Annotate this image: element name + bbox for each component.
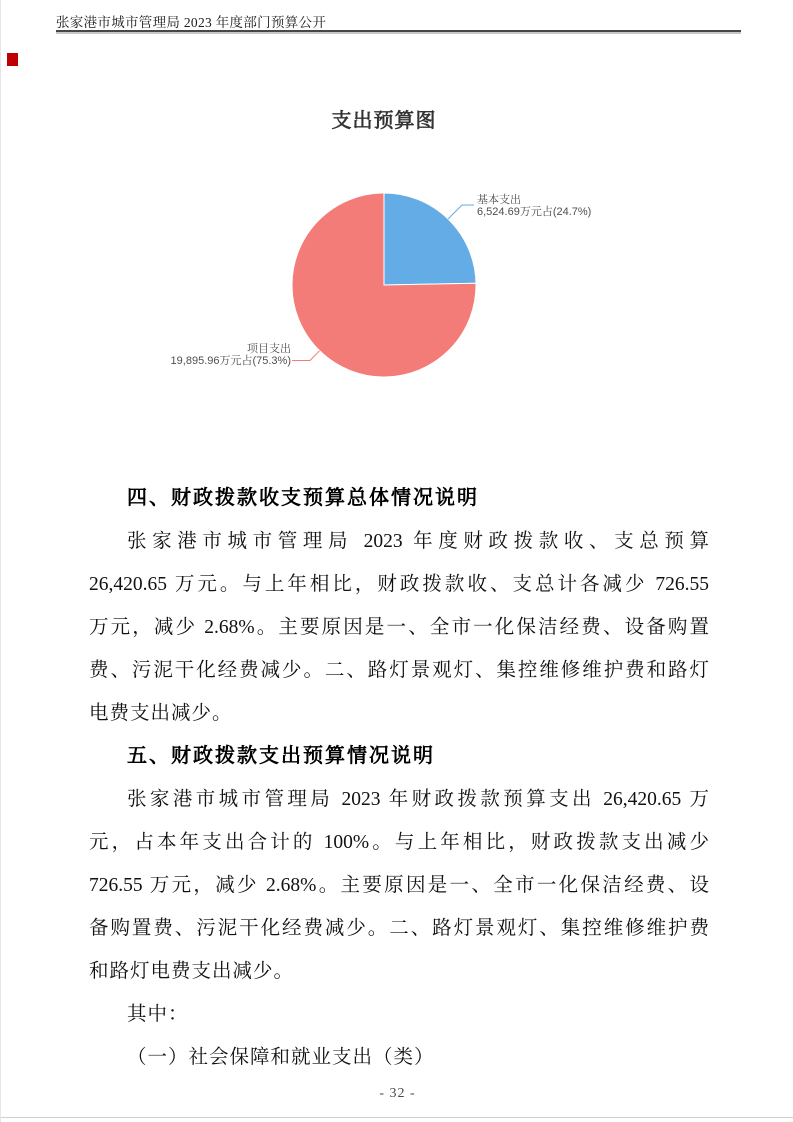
header-divider <box>56 30 741 32</box>
leader-line-basic <box>448 205 474 219</box>
paragraph-line: 726.55 万元，减少 2.68%。主要原因是一、全市一化保洁经费、设 <box>89 875 709 896</box>
paragraph-line: 和路灯电费支出减少。 <box>89 961 295 982</box>
paragraph-line: 元，占本年支出合计的 100%。与上年相比，财政拨款支出减少 <box>89 832 709 853</box>
paragraph-line: 电费支出减少。 <box>89 703 233 724</box>
pie-label-project-value: 19,895.96万元占(75.3%) <box>170 354 291 367</box>
leader-line-project <box>292 351 320 361</box>
document-body <box>89 477 709 1079</box>
paragraph-line: 张家港市城市管理局 2023 年度财政拨款收、支总预算 <box>127 531 709 552</box>
pie-label-basic-value: 6,524.69万元占(24.7%) <box>477 205 592 218</box>
section-4-paragraph <box>89 520 709 735</box>
expenditure-pie-chart <box>151 170 691 405</box>
pie-label-basic-name: 基本支出 <box>477 194 521 206</box>
pie-label-project <box>171 344 291 367</box>
red-marker-artifact <box>7 53 18 66</box>
item-1-line: （一）社会保障和就业支出（类） <box>127 1047 435 1068</box>
paragraph-line: 万元，减少 2.68%。主要原因是一、全市一化保洁经费、设备购置 <box>89 617 709 638</box>
paragraph-line: 26,420.65 万元。与上年相比，财政拨款收、支总计各减少 726.55 <box>89 574 709 595</box>
section-heading-5: 五、财政拨款支出预算情况说明 <box>127 745 435 767</box>
paragraph-line: 备购置费、污泥干化经费减少。二、路灯景观灯、集控维修维护费 <box>89 918 709 939</box>
pie-label-basic <box>477 195 591 218</box>
chart-title: 支出预算图 <box>331 110 437 132</box>
paragraph-line: 费、污泥干化经费减少。二、路灯景观灯、集控维修维护费和路灯 <box>89 660 709 681</box>
page-bottom-edge <box>1 1117 793 1118</box>
document-header-title: 张家港市城市管理局 2023 年度部门预算公开 <box>56 15 327 30</box>
among-which-line: 其中： <box>127 1004 189 1025</box>
pie-slice-basic-expenditure <box>384 193 476 285</box>
page-number: - 32 - <box>379 1086 416 1101</box>
section-heading-4: 四、财政拨款收支预算总体情况说明 <box>127 487 479 509</box>
section-5-paragraph <box>89 778 709 993</box>
pie-label-project-name: 项目支出 <box>247 343 291 355</box>
paragraph-line: 张家港市城市管理局 2023 年财政拨款预算支出 26,420.65 万 <box>127 789 709 810</box>
